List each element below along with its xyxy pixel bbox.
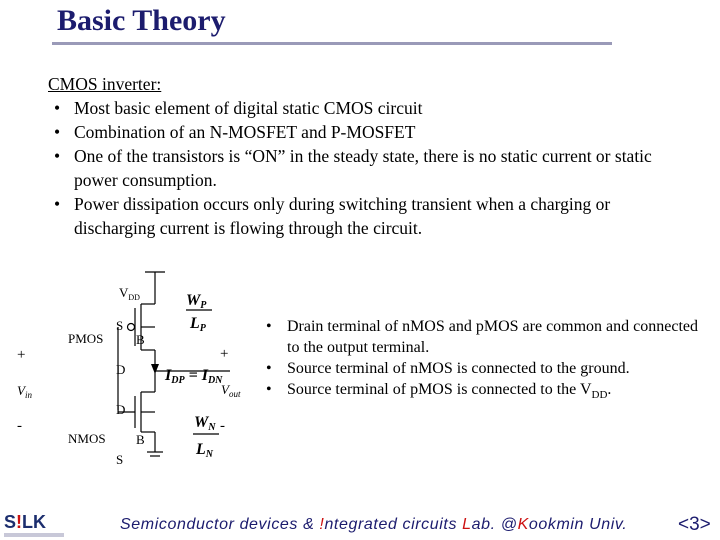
current-arrow-icon	[151, 364, 159, 374]
bullet-item: • Most basic element of digital static CMOS circuit	[48, 96, 668, 120]
svg-text:WP: WP	[186, 292, 207, 311]
vdd-label: $V_{DD}$	[119, 285, 140, 302]
nmos-body-label: B	[136, 432, 145, 447]
pmos-label: PMOS	[68, 331, 104, 346]
output-minus-label: -	[220, 418, 225, 434]
page-number: <3>	[678, 514, 711, 535]
wp-lp-fraction	[186, 292, 212, 334]
svg-text:LP: LP	[190, 315, 206, 334]
wn-ln-fraction	[193, 414, 219, 460]
bullet-item: • One of the transistors is “ON” in the steady state, there is no static current or static power consumption.	[48, 144, 668, 192]
main-bullet-list	[48, 72, 668, 240]
terminal-bullet-list	[262, 316, 702, 406]
bullet-item: • Source terminal of nMOS is connected to the ground.	[262, 358, 702, 379]
svg-text:WN: WN	[194, 414, 216, 433]
vin-label: $V_{in}$	[17, 383, 32, 400]
nmos-label: NMOS	[68, 431, 106, 446]
bullet-item: • Drain terminal of nMOS and pMOS are common and connected to the output terminal.	[262, 316, 702, 358]
pmos-body-label: B	[136, 332, 145, 347]
logo-underline	[4, 533, 64, 537]
title-underline	[52, 42, 612, 45]
page-title: Basic Theory	[57, 4, 226, 37]
input-minus-label: -	[17, 418, 22, 434]
svg-text:IDP = IDN: IDP = IDN	[165, 367, 223, 386]
footer-caption: Semiconductor devices & !ntegrated circuits Lab. @Kookmin Univ.	[120, 516, 628, 533]
pmos-drain-label: D	[116, 362, 126, 377]
current-equation	[164, 367, 223, 386]
input-plus-label: +	[17, 347, 26, 363]
svg-text:LN: LN	[196, 441, 214, 460]
output-plus-label: +	[220, 346, 229, 362]
vout-label: $V_{out}$	[221, 382, 241, 399]
bullet-item: • Power dissipation occurs only during switching transient when a charging or discharging current is flowing through the circuit.	[48, 192, 668, 240]
bullet-item: • Combination of an N-MOSFET and P-MOSFET	[48, 120, 668, 144]
lab-logo: S!LK	[4, 512, 47, 532]
nmos-source-label: S	[116, 452, 124, 467]
pmos-gate-bubble	[128, 324, 135, 331]
bullet-item: • Source terminal of pMOS is connected to the $V_{DD}$.	[262, 379, 702, 406]
nmos-drain-label: D	[116, 402, 126, 417]
pmos-source-label: S	[116, 318, 124, 333]
cmos-inverter-diagram	[0, 260, 260, 470]
section-heading: CMOS inverter:	[48, 74, 162, 94]
